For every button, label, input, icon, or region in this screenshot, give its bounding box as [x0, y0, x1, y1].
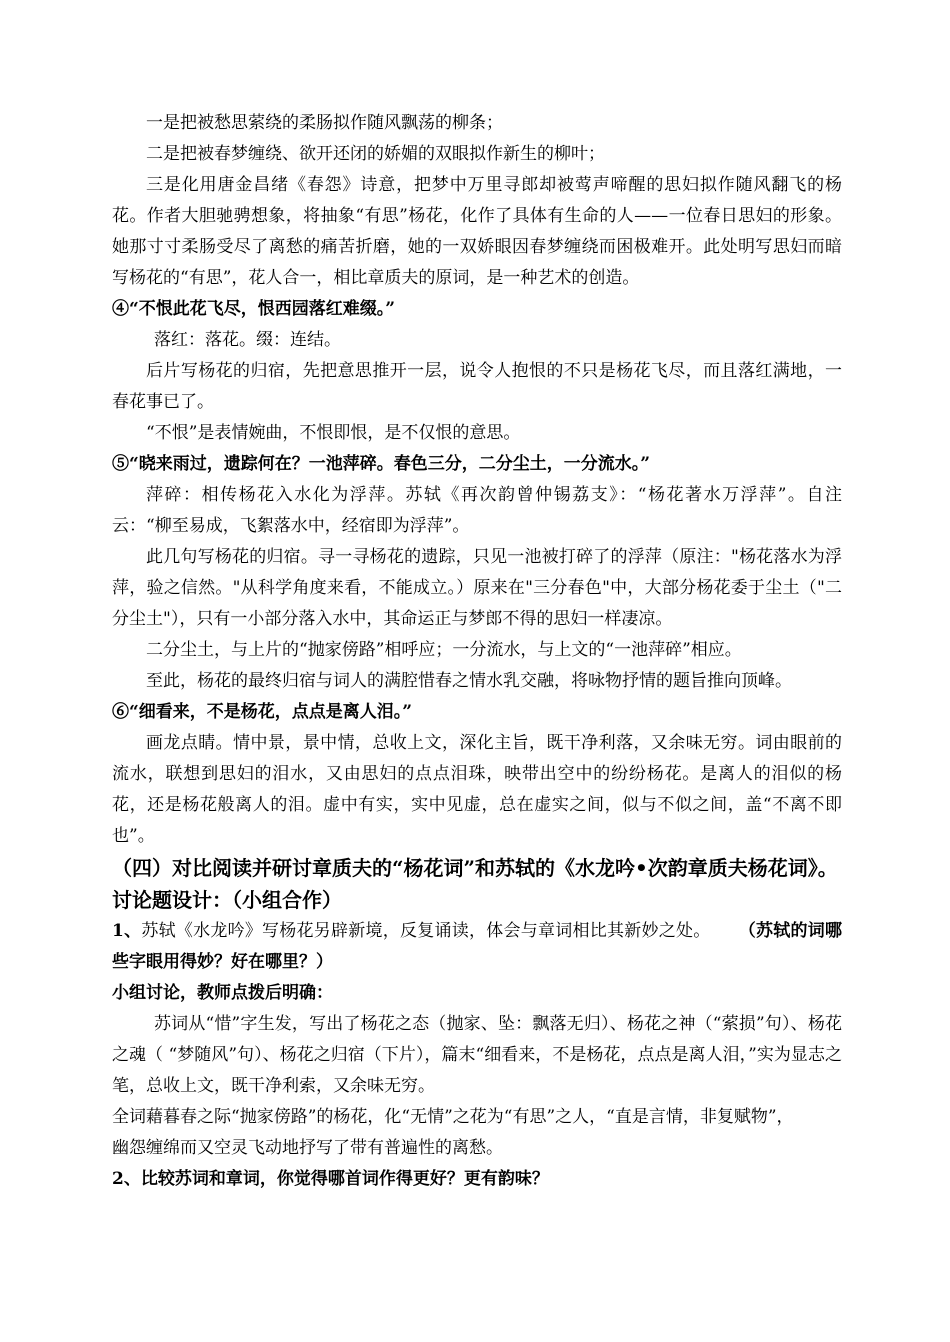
question-number-1: 1、 — [112, 921, 142, 941]
discussion-subheading: 小组讨论，教师点拨后明确： — [112, 983, 333, 1003]
quote-5: ⑤“晓来雨过，遗踪何在？一池萍碎。春色三分，二分尘土，一分流水。” — [112, 454, 651, 474]
discussion-question-2: 2、比较苏词和章词，你觉得哪首词作得更好？更有韵味？ — [112, 1169, 549, 1189]
paragraph-1: 一是把被愁思萦绕的柔肠拟作随风飘荡的柳条； — [146, 113, 503, 133]
question-1-bold: （苏轼的词哪些字眼用得妙？好在哪里？） — [112, 921, 843, 972]
question-1-text: 苏轼《水龙吟》写杨花另辟新境，反复诵读，体会与章词相比其新妙之处。 — [141, 921, 711, 941]
paragraph-8: 此几句写杨花的归宿。寻一寻杨花的遗踪，只见一池被打碎了的浮萍（原注："杨花落水为浮萍，验之信然。"从科学角度来看，不能成立。）原来在"三分春色"中，大部分杨花委于尘土（"二分尘土"），只有一小部分落入水中，其命运正与梦郎不得的思妇一样凄凉。 — [112, 547, 842, 629]
discussion-heading: 讨论题设计：（小组合作） — [112, 888, 342, 912]
paragraph-3: 三是化用唐金昌绪《春怨》诗意，把梦中万里寻郎却被莺声啼醒的思妇拟作随风翻飞的杨花。作者大胆驰骋想象，将抽象“有思”杨花，化作了具体有生命的人——一位春日思妇的形象。她那寸寸柔肠受尽了离愁的痛苦折磨，她的一双娇眼因春梦缠绕而困极难开。此处明写思妇而暗写杨花的“有思”，花人合一，相比章质夫的原词，是一种艺术的创造。 — [112, 175, 842, 288]
answer-2: 全词藉暮春之际“抛家傍路”的杨花，化“无情”之花为“有思”之人，“直是言情，非复赋物”， — [112, 1107, 794, 1127]
paragraph-9: 二分尘土，与上片的“抛家傍路”相呼应；一分流水，与上文的“一池萍碎”相应。 — [146, 640, 742, 660]
paragraph-11: 画龙点睛。情中景，景中情，总收上文，深化主旨，既干净利落，又余味无穷。词由眼前的流水，联想到思妇的泪水，又由思妇的点点泪珠，映带出空中的纷纷杨花。是离人的泪似的杨花，还是杨花般离人的泪。虚中有实，实中见虚，总在虚实之间，似与不似之间，盖“不离不即也”。 — [112, 733, 842, 846]
paragraph-5: 后片写杨花的归宿，先把意思推开一层，说令人抱恨的不只是杨花飞尽，而且落红满地，一春花事已了。 — [112, 361, 842, 412]
section-heading-4: （四）对比阅读并研讨章质夫的“杨花词”和苏轼的《水龙吟•次韵章质夫杨花词》。 — [112, 856, 838, 880]
quote-4: ④“不恨此花飞尽，恨西园落红难缀。” — [112, 299, 396, 319]
answer-1: 苏词从“惜”字生发，写出了杨花之态（抛家、坠：飘落无归）、杨花之神（“萦损”句）、杨花之魂（ “梦随风”句）、杨花之归宿（下片），篇末“细看来，不是杨花，点点是离人泪，”实为显志之笔，总收上文，既干净利索，又余味无穷。 — [112, 1014, 842, 1096]
discussion-question-1 — [112, 916, 842, 978]
paragraph-4: 落红：落花。缀：连结。 — [154, 330, 341, 350]
paragraph-2: 二是把被春梦缠绕、欲开还闭的娇媚的双眼拟作新生的柳叶； — [146, 144, 605, 164]
answer-3: 幽怨缠绵而又空灵飞动地抒写了带有普遍性的离愁。 — [112, 1138, 503, 1158]
paragraph-6: “不恨”是表情婉曲，不恨即恨，是不仅恨的意思。 — [146, 423, 521, 443]
paragraph-7: 萍碎：相传杨花入水化为浮萍。苏轼《再次韵曾仲锡荔支》：“杨花著水万浮萍”。自注云：“柳至易成，飞絮落水中，经宿即为浮萍”。 — [112, 485, 842, 536]
document-page — [112, 108, 842, 1195]
paragraph-10: 至此，杨花的最终归宿与词人的满腔惜春之情水乳交融，将咏物抒情的题旨推向顶峰。 — [146, 671, 792, 691]
quote-6: ⑥“细看来，不是杨花，点点是离人泪。” — [112, 702, 413, 722]
